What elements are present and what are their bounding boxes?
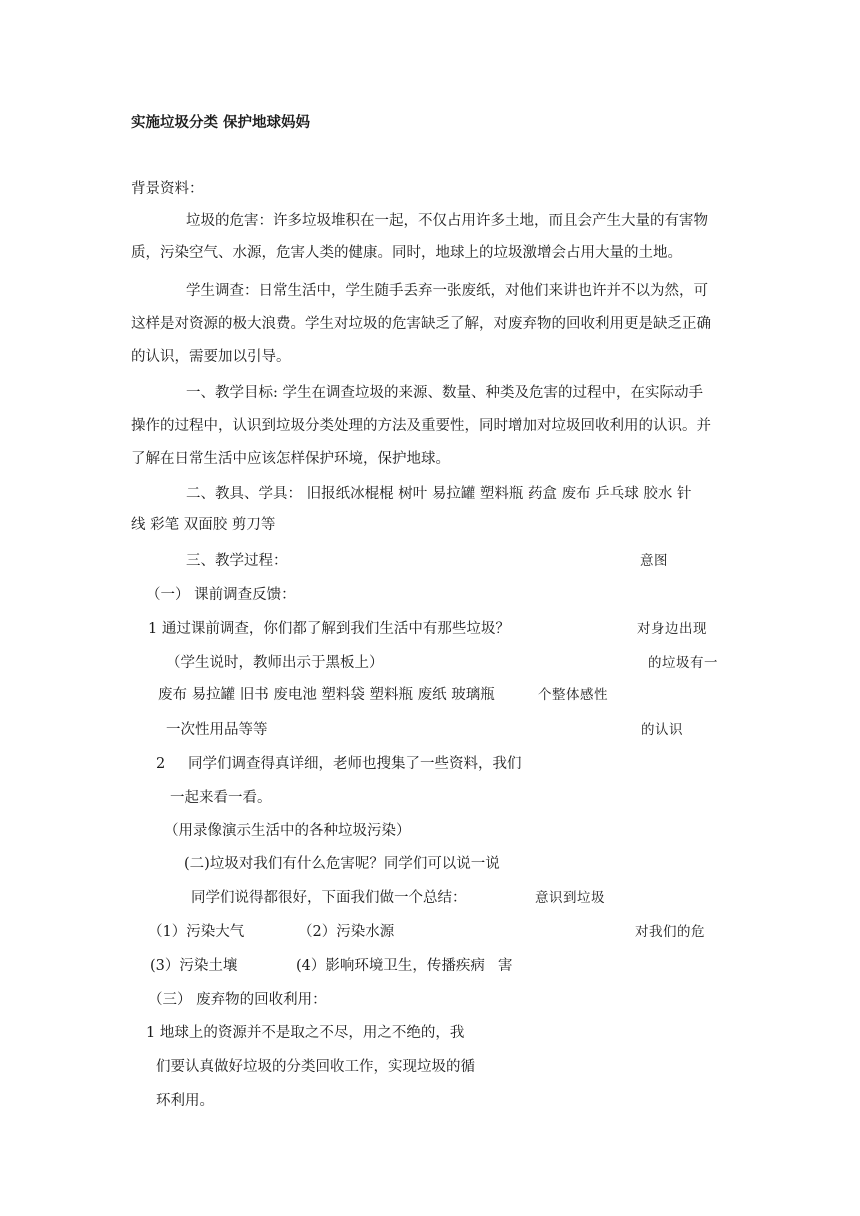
section3-heading: （三） 废弃物的回收利用： <box>148 992 327 1008</box>
survey-paragraph-line: 这样是对资源的极大浪费。学生对垃圾的危害缺乏了解，对废弃物的回收利用更是缺乏正确 <box>131 316 711 332</box>
harm-paragraph-line: 质，污染空气、水源，危害人类的健康。同时，地球上的垃圾激增会占用大量的土地。 <box>131 245 682 261</box>
document-title: 实施垃圾分类 保护地球妈妈 <box>131 114 311 131</box>
survey-paragraph-line: 的认识，需要加以引导。 <box>131 349 291 365</box>
goal-paragraph-line: 操作的过程中，认识到垃圾分类处理的方法及重要性，同时增加对垃圾回收利用的认识。并 <box>131 418 711 434</box>
recycle-line: 环利用。 <box>156 1093 214 1109</box>
item2-continued: 一起来看一看。 <box>170 790 272 806</box>
section2-question: (二)垃圾对我们有什么危害呢？同学们可以说一说 <box>184 856 500 872</box>
recycle-line: 们要认真做好垃圾的分类回收工作，实现垃圾的循 <box>156 1059 475 1075</box>
tools-paragraph-line: 线 彩笔 双面胶 剪刀等 <box>131 517 276 533</box>
item2-text: 同学们调查得真详细，老师也搜集了一些资料，我们 <box>188 756 522 772</box>
intent-heading: 意图 <box>640 553 668 569</box>
background-heading: 背景资料： <box>131 181 204 197</box>
intent-line: 对我们的危 <box>635 924 705 940</box>
harm-item: （2）污染水源 <box>298 924 395 940</box>
goal-paragraph-line: 了解在日常生活中应该怎样保护环境，保护地球。 <box>131 451 450 467</box>
harm-item: (3）污染土壤 <box>150 958 238 974</box>
garbage-list: 废布 易拉罐 旧书 废电池 塑料袋 塑料瓶 废纸 玻璃瓶 <box>158 687 495 703</box>
item1-note: （学生说时，教师出示于黑板上） <box>166 655 384 671</box>
intent-line: 的垃圾有一 <box>648 655 718 671</box>
process-heading: 三、教学过程： <box>186 553 288 569</box>
summary-text: 同学们说得都很好，下面我们做一个总结： <box>191 890 467 906</box>
survey-paragraph-line: 学生调查：日常生活中，学生随手丢弃一张废纸，对他们来讲也许并不以为然，可 <box>186 283 708 299</box>
intent-line: 害 <box>498 958 513 974</box>
item1-text: 1 通过课前调查，你们都了解到我们生活中有那些垃圾？ <box>148 621 510 637</box>
intent-line: 的认识 <box>641 722 683 738</box>
garbage-list-continued: 一次性用品等等 <box>166 722 268 738</box>
intent-line: 对身边出现 <box>637 621 707 637</box>
intent-line: 个整体感性 <box>538 687 608 703</box>
video-note: （用录像演示生活中的各种垃圾污染） <box>164 823 411 839</box>
section1-heading: （一） 课前调查反馈： <box>146 587 296 603</box>
goal-paragraph-line: 一、教学目标: 学生在调查垃圾的来源、数量、种类及危害的过程中，在实际动手 <box>186 385 703 401</box>
recycle-line: 1 地球上的资源并不是取之不尽，用之不绝的，我 <box>146 1025 465 1041</box>
item2-number: 2 <box>156 756 166 772</box>
harm-item: （1）污染大气 <box>148 924 245 940</box>
tools-paragraph-line: 二、教具、学具： 旧报纸冰棍棍 树叶 易拉罐 塑料瓶 药盒 废布 乒乓球 胶水 针 <box>186 486 692 502</box>
harm-paragraph-line: 垃圾的危害：许多垃圾堆积在一起，不仅占用许多土地，而且会产生大量的有害物 <box>186 213 708 229</box>
harm-item: (4）影响环境卫生，传播疾病 <box>296 958 485 974</box>
intent-line: 意识到垃圾 <box>535 890 605 906</box>
